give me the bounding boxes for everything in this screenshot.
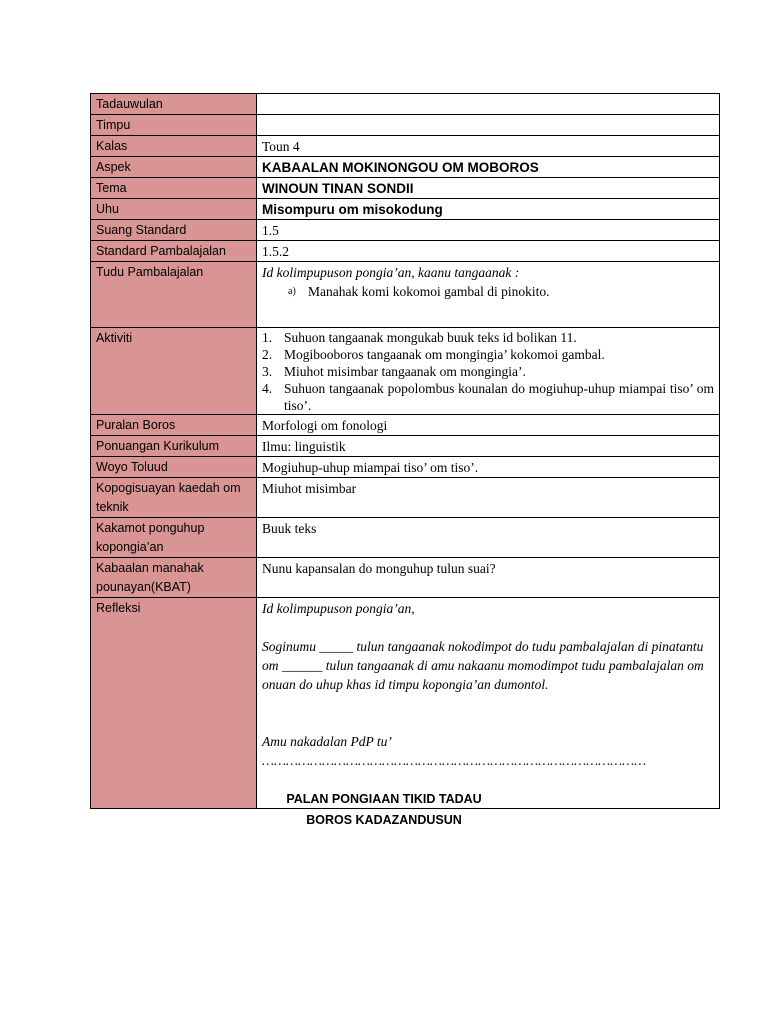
aktiviti-list — [262, 329, 714, 414]
value-refleksi — [257, 598, 720, 809]
aktiviti-num: 4. — [262, 381, 273, 396]
row-tema — [91, 178, 720, 199]
row-kbat — [91, 558, 720, 598]
tudu-item-text: Manahak komi kokomoi gambal di pinokito. — [308, 284, 550, 299]
label-aspek: Aspek — [91, 157, 257, 178]
tudu-intro: Id kolimpupuson pongia’an, kaanu tangaanak : — [262, 265, 520, 280]
value-suang-standard: 1.5 — [257, 220, 720, 241]
label-refleksi: Refleksi — [91, 598, 257, 809]
row-kakamot — [91, 518, 720, 558]
row-kopogisuayan — [91, 478, 720, 518]
refleksi-paragraph: Soginumu _____ tulun tangaanak nokodimpot do tudu pambalajalan di pinatantu om ______ tulun tangaanak di amu nakaanu momodimpot tudu pambalajalan om onuan do uhup khas id timpu kopongia’an dumontol. — [262, 639, 704, 692]
value-timpu — [257, 115, 720, 136]
refleksi-dots: …………………………………………………………………………………… — [262, 753, 647, 768]
value-kopogisuayan: Miuhot misimbar — [257, 478, 720, 518]
label-standard-pambalajalan: Standard Pambalajalan — [91, 241, 257, 262]
aktiviti-text: Suhuon tangaanak mongukab buuk teks id bolikan 11. — [284, 330, 577, 345]
label-kakamot: Kakamot ponguhup kopongia’an — [91, 518, 257, 558]
label-tadauwulan: Tadauwulan — [91, 94, 257, 115]
value-kalas: Toun 4 — [257, 136, 720, 157]
value-aspek: KABAALAN MOKINONGOU OM MOBOROS — [257, 157, 720, 178]
value-ponuangan-kurikulum: Ilmu: linguistik — [257, 436, 720, 457]
aktiviti-num: 1. — [262, 330, 273, 345]
refleksi-intro: Id kolimpupuson pongia’an, — [262, 601, 415, 616]
aktiviti-num: 3. — [262, 364, 273, 379]
label-aktiviti: Aktiviti — [91, 328, 257, 415]
label-tema: Tema — [91, 178, 257, 199]
label-kbat: Kabaalan manahak pounayan(KBAT) — [91, 558, 257, 598]
label-puralan-boros: Puralan Boros — [91, 415, 257, 436]
aktiviti-text: Mogibooboros tangaanak om mongingia’ kokomoi gambal. — [284, 347, 605, 362]
value-standard-pambalajalan: 1.5.2 — [257, 241, 720, 262]
row-tadauwulan — [91, 94, 720, 115]
label-uhu: Uhu — [91, 199, 257, 220]
value-aktiviti — [257, 328, 720, 415]
row-ponuangan-kurikulum — [91, 436, 720, 457]
value-kakamot: Buuk teks — [257, 518, 720, 558]
row-aktiviti — [91, 328, 720, 415]
value-tadauwulan — [257, 94, 720, 115]
row-standard-pambalajalan — [91, 241, 720, 262]
value-puralan-boros: Morfologi om fonologi — [257, 415, 720, 436]
row-timpu — [91, 115, 720, 136]
aktiviti-num: 2. — [262, 347, 273, 362]
row-tudu-pambalajalan — [91, 262, 720, 328]
lesson-plan-table — [90, 93, 720, 809]
label-ponuangan-kurikulum: Ponuangan Kurikulum — [91, 436, 257, 457]
value-woyo-toluud: Mogiuhup-uhup miampai tiso’ om tiso’. — [257, 457, 720, 478]
tudu-item — [288, 282, 714, 301]
footer-title-line1: PALAN PONGIAAN TIKID TADAU — [286, 792, 482, 806]
aktiviti-item — [262, 363, 714, 380]
row-uhu — [91, 199, 720, 220]
refleksi-note: Amu nakadalan PdP tu’ — [262, 734, 392, 749]
value-kbat: Nunu kapansalan do monguhup tulun suai? — [257, 558, 720, 598]
tudu-item-marker: a) — [288, 286, 296, 297]
aktiviti-item — [262, 380, 714, 414]
value-tema: WINOUN TINAN SONDII — [257, 178, 720, 199]
label-tudu-pambalajalan: Tudu Pambalajalan — [91, 262, 257, 328]
aktiviti-text: Miuhot misimbar tangaanak om mongingia’. — [284, 364, 526, 379]
footer-title-line2: BOROS KADAZANDUSUN — [306, 813, 462, 827]
row-woyo-toluud — [91, 457, 720, 478]
value-uhu: Misompuru om misokodung — [257, 199, 720, 220]
label-woyo-toluud: Woyo Toluud — [91, 457, 257, 478]
label-suang-standard: Suang Standard — [91, 220, 257, 241]
label-timpu: Timpu — [91, 115, 257, 136]
row-refleksi — [91, 598, 720, 809]
tudu-list — [262, 282, 714, 301]
label-kalas: Kalas — [91, 136, 257, 157]
row-aspek — [91, 157, 720, 178]
label-kopogisuayan: Kopogisuayan kaedah om teknik — [91, 478, 257, 518]
value-tudu-pambalajalan — [257, 262, 720, 328]
row-suang-standard — [91, 220, 720, 241]
row-puralan-boros — [91, 415, 720, 436]
aktiviti-text: Suhuon tangaanak popolombus kounalan do mogiuhup-uhup miampai tiso’ om tiso’. — [284, 381, 714, 413]
aktiviti-item — [262, 346, 714, 363]
row-kalas — [91, 136, 720, 157]
aktiviti-item — [262, 329, 714, 346]
